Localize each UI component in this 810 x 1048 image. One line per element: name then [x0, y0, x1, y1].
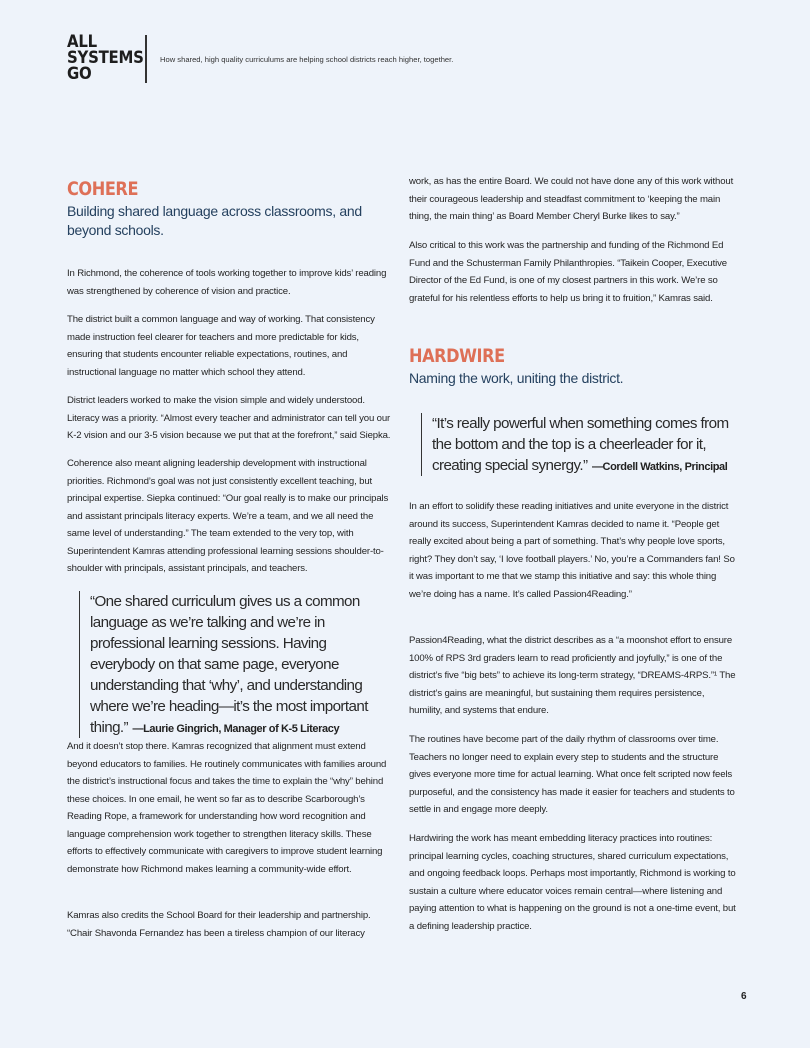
paragraph: In an effort to solidify these reading initiatives and unite everyone in the district around its success, Superintendent Kamras decided to name it. “People get really excited about being a part of something. That’s why people love sports, right? They don’t say, ‘I love football players.’ No, you’re a Commanders fan! So it was important to me that we stamp this initiative and say: this whole thing we’re doing has a name. It’s called Passion4Reading.”: [409, 501, 735, 600]
paragraph: In Richmond, the coherence of tools working together to improve kids’ reading was strengthened by coherence of vision and practice.: [67, 268, 387, 297]
paragraph: Coherence also meant aligning leadership development with instructional priorities. Richmond’s goal was not just consistently excellent teaching, but principal expertise. Siepka continued: “Our goal really is to make our principals and assistant principals literacy experts. We’re a team, and we all need the same level of understanding.” The team extended to the very top, with Superintendent Kamras attending professional learning sessions shoulder-to-shoulder with principals, assistant principals, and teachers.: [67, 458, 389, 574]
header-tagline: How shared, high quality curriculums are helping school districts reach higher, together.: [160, 55, 454, 64]
logo-line: ALL: [67, 32, 97, 52]
brand-logo: [67, 34, 144, 82]
section-subtitle-hardwire: Naming the work, uniting the district.: [409, 370, 624, 386]
paragraph: District leaders worked to make the vision simple and widely understood. Literacy was a priority. “Almost every teacher and administrator can tell you our K-2 vision and our 3-5 vision because we put that at the forefront,” said Siepka.: [67, 395, 391, 441]
section-title-cohere: COHERE: [67, 178, 139, 200]
logo-line: SYSTEMS: [67, 48, 144, 68]
quote-text: “One shared curriculum gives us a common language as we’re talking and we’re in professional learning sessions. Having everybody on that same page, everyone understanding that ‘why’, and understanding where we’re heading—it’s the most important thing.”: [90, 593, 368, 736]
paragraph: work, as has the entire Board. We could not have done any of this work without their courageous leadership and steadfast commitment to ‘keeping the main thing, the main thing’ as Board Member Cheryl Burke likes to say.”: [409, 176, 734, 222]
paragraph: And it doesn’t stop there. Kamras recognized that alignment must extend beyond educators to families. He routinely communicates with families around the district’s instructional focus and takes the time to explain the “why” behind these choices. In one email, he went so far as to describe Scarborough’s Reading Rope, a framework for understanding how word recognition and language comprehension work together to strengthen literacy skills. These efforts to effectively communicate with caregivers to improve student learning demonstrate how Richmond makes learning a community-wide effort.: [67, 741, 387, 875]
paragraph: Hardwiring the work has meant embedding literacy practices into routines: principal learning cycles, coaching structures, shared curriculum expectations, and ongoing feedback loops. Perhaps most importantly, Richmond is working to sustain a culture where educator voices remain central—where listening and paying attention to what is happening on the ground is not a one-time event, but a defining leadership practice.: [409, 833, 736, 932]
page-number: 6: [741, 991, 747, 1002]
paragraph: The routines have become part of the daily rhythm of classrooms over time. Teachers no longer need to explain every step to students and the structure gives everyone more time for actual learning. What once felt scripted now feels purposeful, and the consistency has made it easier for teachers and students to settle in and engage more deeply.: [409, 734, 735, 815]
pull-quote-watkins: [421, 413, 732, 476]
paragraph: The district built a common language and way of working. That consistency made instruction feel clearer for teachers and more predictable for kids, ensuring that students encounter reliable expectations, routines, and instructional language no matter which school they attend.: [67, 314, 375, 378]
section-title-hardwire: HARDWIRE: [409, 345, 505, 367]
quote-text: “It’s really powerful when something comes from the bottom and the top is a cheerleader for it, creating special synergy.”: [432, 415, 729, 474]
paragraph: Also critical to this work was the partnership and funding of the Richmond Ed Fund and the Schusterman Family Philanthropies. “Taikein Cooper, Executive Director of the Ed Fund, is one of my closest partners in this work. We’re so grateful for his relentless efforts to help us bring it to fruition,” Kamras said.: [409, 240, 727, 304]
section-subtitle-cohere: Building shared language across classrooms, and beyond schools.: [67, 203, 362, 238]
quote-attribution: —Cordell Watkins, Principal: [591, 461, 728, 473]
pull-quote-gingrich: [79, 591, 390, 738]
quote-attribution: —Laurie Gingrich, Manager of K-5 Literacy: [132, 723, 340, 735]
header-divider: [145, 35, 147, 83]
paragraph: Kamras also credits the School Board for their leadership and partnership. “Chair Shavonda Fernandez has been a tireless champion of our literacy: [67, 910, 371, 939]
logo-line: GO: [67, 64, 92, 84]
paragraph: Passion4Reading, what the district describes as a “a moonshot effort to ensure 100% of RPS 3rd graders learn to read proficiently and joyfully,” is one of the district’s five “big bets” to achieve its long-term strategy, “DREAMS-4RPS.”¹ The district’s gains are meaningful, but sustaining them requires persistence, humility, and systems that endure.: [409, 635, 736, 716]
